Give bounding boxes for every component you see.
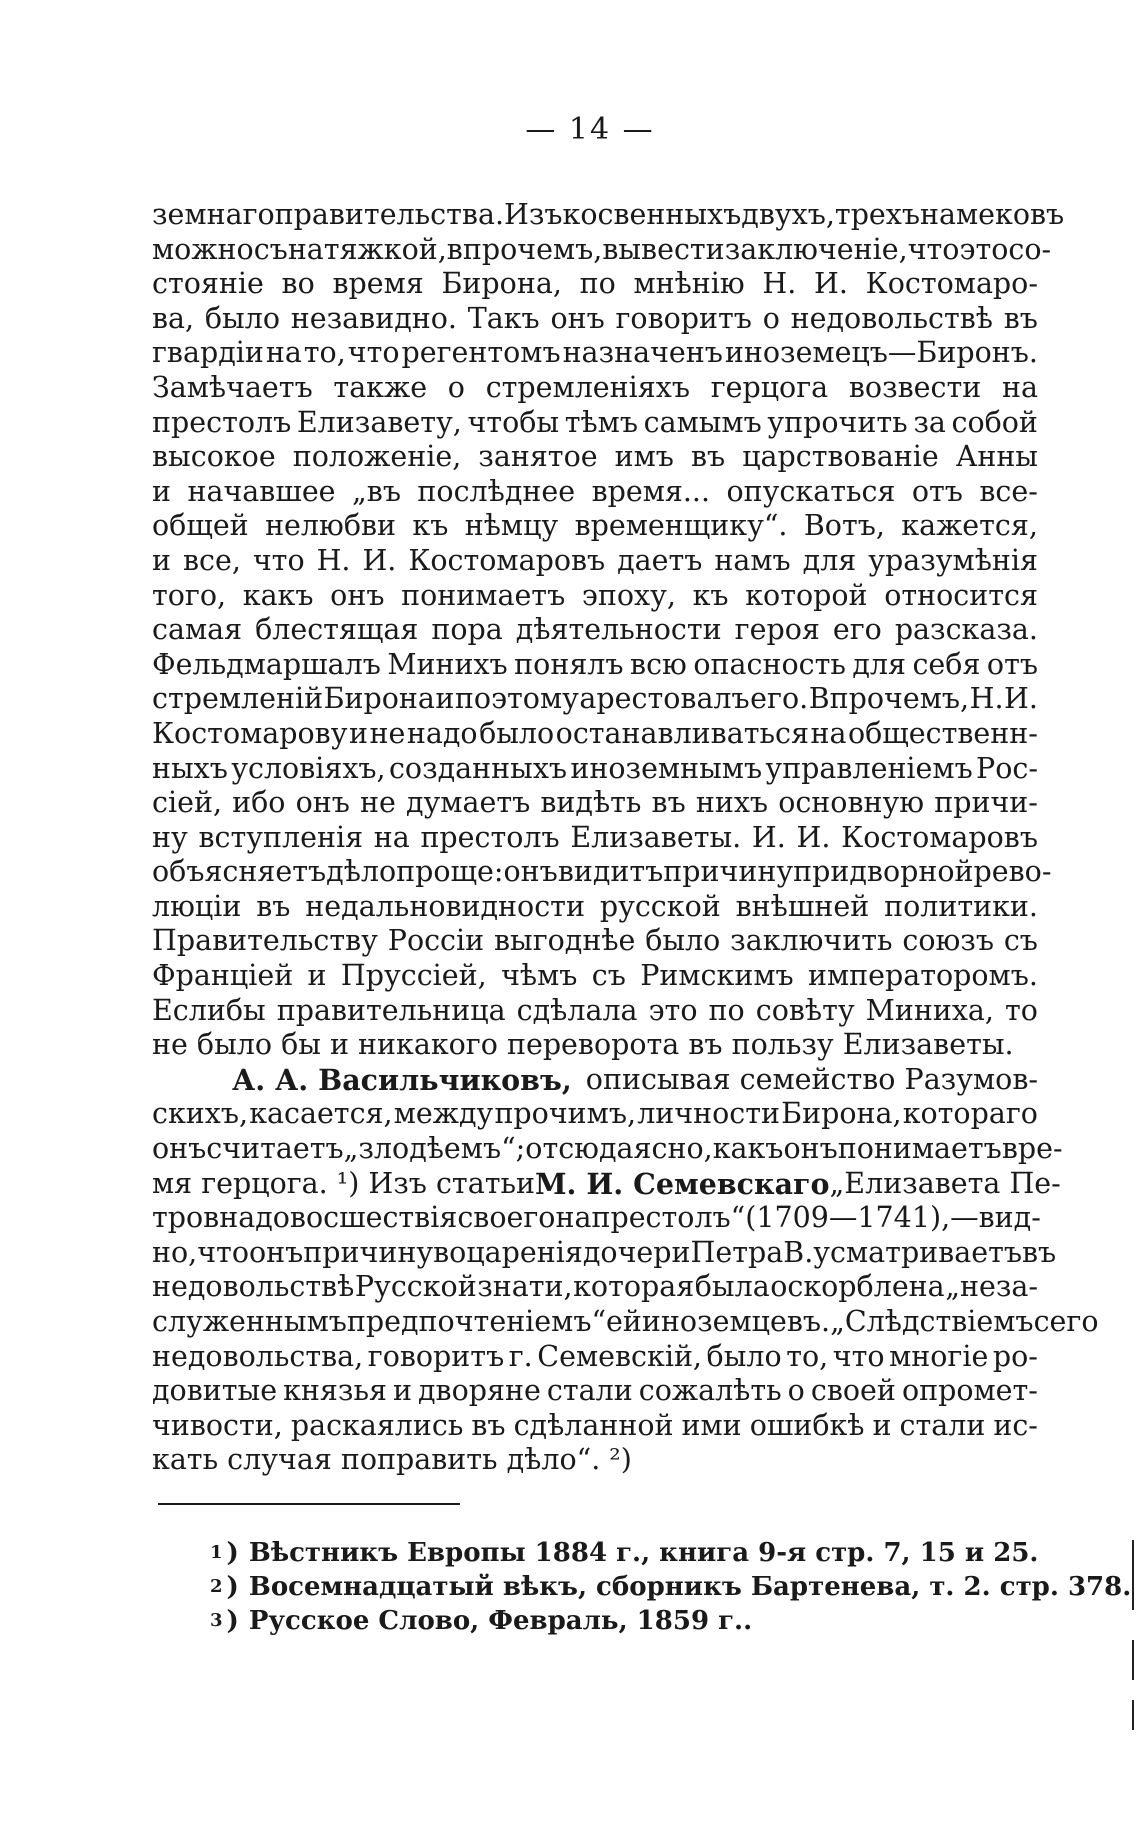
footnote [210, 1604, 1050, 1638]
footnote-paren: ) [226, 1606, 239, 1636]
text-line: стремленій Бирона и поэтому арестовалъ его. Впрочемъ, Н. И. [152, 682, 1038, 716]
body-text [152, 198, 1099, 1478]
text-line: общей нелюбви къ нѣмцу временщику“. Вотъ, кажется, [152, 509, 1038, 543]
text-line: и все, что Н. И. Костомаровъ даетъ намъ для уразумѣнія [152, 543, 1038, 577]
text-line: самая блестящая пора дѣятельности героя его разсказа. [152, 613, 1038, 647]
text-line: скихъ, касается, между прочимъ, личности Бирона, котораго [152, 1097, 1038, 1131]
footnote-mark: 2 [210, 1576, 223, 1597]
footnote-divider [158, 1503, 460, 1505]
text-line [152, 1063, 1038, 1098]
text-line: можно съ натяжкой, впрочемъ, вывести заключеніе, что это со- [152, 232, 1052, 266]
text-line: Правительству Россіи выгоднѣе было заключить союзъ съ [152, 924, 1038, 958]
footnote [210, 1536, 1050, 1570]
text-line: престолъ Елизавету, чтобы тѣмъ самымъ упрочить за собой [152, 405, 1038, 439]
footnote-paren: ) [226, 1572, 239, 1602]
text-line: Франціей и Пруссіей, чѣмъ съ Римскимъ императоромъ. [152, 959, 1038, 993]
text-line: высокое положеніе, занятое имъ въ царствованіе Анны [152, 440, 1038, 474]
text-line: чивости, раскаялись въ сдѣланной ими ошибкѣ и стали ис- [152, 1408, 1038, 1442]
text-line: объясняетъ дѣло проще: онъ видитъ причину придворной рево- [152, 855, 1052, 889]
text-line: ва, было незавидно. Такъ онъ говоритъ о недовольствѣ въ [152, 301, 1038, 335]
text-line: Костомарову и не надо было останавливаться на общественн- [152, 716, 1038, 750]
text-line: стояніе во время Бирона, по мнѣнію Н. И. Костомаро- [152, 267, 1038, 301]
footnote-text: Вѣстникъ Европы 1884 г., книга 9-я стр. 7, 15 и 25. [248, 1538, 1039, 1568]
text-line [152, 1166, 1061, 1202]
text-line: тровна до восшествія своего на престолъ“ (1709—1741),—вид- [152, 1201, 1041, 1235]
text-line: довитые князья и дворяне стали сожалѣть о своей опромет- [152, 1374, 1038, 1408]
text-line: кать случая поправить дѣло“. ²) [152, 1443, 632, 1477]
footnote-mark: 1 [210, 1542, 223, 1563]
text-line: Еслибы правительница сдѣлала это по совѣту Миниха, то [152, 993, 1038, 1027]
author-name: А. А. Васильчиковъ, [232, 1062, 572, 1097]
footnotes [210, 1536, 1132, 1638]
text-line: служеннымъ предпочтеніемъ“ ей иноземцевъ. „Слѣдствіемъ сего [152, 1305, 1099, 1338]
footnote-paren: ) [226, 1538, 239, 1568]
text-line: сіей, ибо онъ не думаетъ видѣть въ нихъ основную причи- [152, 786, 1038, 820]
text-line: и начавшее „въ послѣднее время... опускаться отъ все- [152, 474, 1038, 508]
text-line: Замѣчаетъ также о стремленіяхъ герцога возвести на [152, 370, 1038, 404]
text-segment: мя герцога. ¹) Изъ статьи [152, 1166, 535, 1200]
text-line: но, что онъ причину воцаренія дочери Петра В. усматриваетъ въ [152, 1235, 1057, 1269]
text-line: земнаго правительства. Изъ косвенныхъ двухъ, трехъ намековъ [152, 198, 1065, 231]
author-name: М. И. Семевскаго [534, 1166, 830, 1201]
text-line: ныхъ условіяхъ, созданныхъ иноземнымъ управленіемъ Рос- [152, 751, 1038, 785]
text-segment: „Елизавета Пе- [829, 1166, 1061, 1200]
text-line: гвардіи на то, что регентомъ назначенъ иноземецъ—Биронъ. [152, 336, 1038, 370]
text-line: онъ считаетъ „злодѣемъ“; отсюда ясно, какъ онъ понимаетъ вре- [152, 1132, 1063, 1166]
footnote-text: Восемнадцатый вѣкъ, сборникъ Бартенева, т. 2. стр. 378. [248, 1572, 1132, 1602]
text-line: ну вступленія на престолъ Елизаветы. И. И. Костомаровъ [152, 820, 1038, 854]
footnote [210, 1570, 1132, 1604]
scan-edge-mark [1132, 1700, 1134, 1730]
text-line: того, какъ онъ понимаетъ эпоху, къ которой относится [152, 578, 1038, 612]
text-line: люціи въ недальновидности русской внѣшней политики. [152, 889, 1038, 923]
text-segment: описывая семейство Разумов- [585, 1062, 1038, 1096]
paragraph-1 [152, 198, 1065, 1063]
page-number: — 14 — [525, 112, 655, 147]
paragraph-2 [152, 1062, 1099, 1478]
footnote-mark: 3 [210, 1610, 223, 1631]
scan-edge-mark [1132, 1540, 1134, 1610]
text-line: недовольствѣ Русской знати, которая была оскорблена „неза- [152, 1270, 1038, 1304]
scan-edge-mark [1132, 1640, 1134, 1680]
text-line: не было бы и никакого переворота въ пользу Елизаветы. [152, 1028, 1014, 1062]
text-line: недовольства, говоритъ г. Семевскій, было то, что многіе ро- [152, 1339, 1038, 1373]
footnote-text: Русское Слово, Февраль, 1859 г.. [248, 1606, 753, 1636]
text-line: Фельдмаршалъ Минихъ понялъ всю опасность для себя отъ [152, 647, 1038, 681]
